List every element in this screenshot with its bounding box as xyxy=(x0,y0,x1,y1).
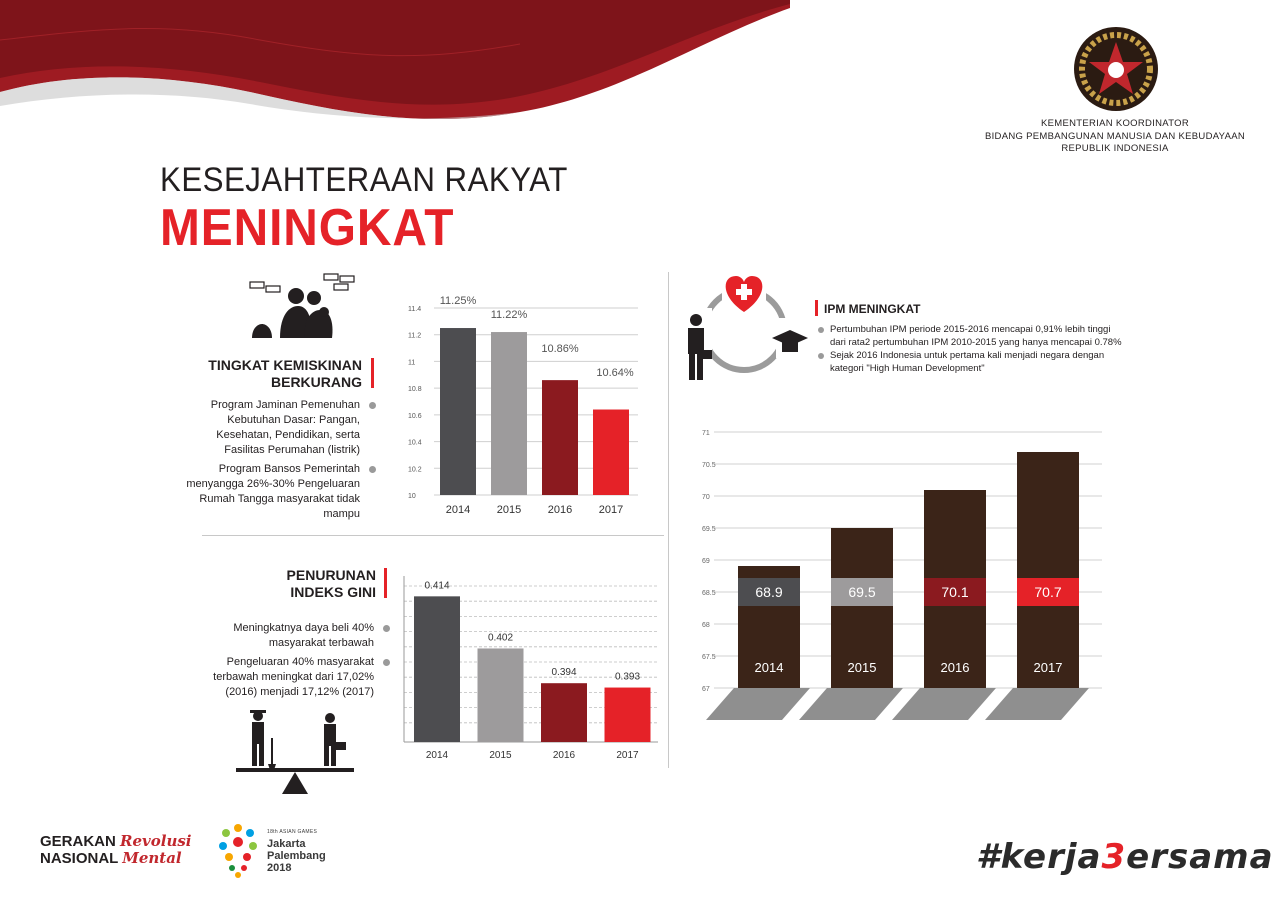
ipm-cycle-icon xyxy=(680,268,810,384)
x-tick-label: 2016 xyxy=(940,660,970,675)
x-tick-label: 2016 xyxy=(547,504,573,516)
y-tick-label: 11 xyxy=(408,359,416,367)
x-tick-label: 2017 xyxy=(616,750,639,761)
hashtag-part-3: ersama xyxy=(1126,837,1274,877)
data-label: 69.5 xyxy=(848,584,876,600)
ipm-title: IPM MENINGKAT xyxy=(824,302,921,316)
ipm-chart xyxy=(690,422,1110,724)
ministry-name xyxy=(960,118,1270,156)
data-label: 11.22% xyxy=(490,309,528,321)
ipm-bullet-1: Pertumbuhan IPM periode 2015-2016 mencapai 0,91% lebih tinggi dari rata2 pertumbuhan IPM 2010-2015 yang hanya mencapai 0.78% xyxy=(818,324,1128,349)
ministry-line-3: REPUBLIK INDONESIA xyxy=(1061,143,1169,154)
x-tick-label: 2017 xyxy=(598,504,624,516)
y-tick-label: 10.2 xyxy=(408,466,422,474)
section-divider-vertical xyxy=(668,272,669,768)
y-tick-label: 11.2 xyxy=(408,332,422,340)
bar-base-2014 xyxy=(706,688,810,720)
y-tick-label: 69.5 xyxy=(702,526,716,533)
poverty-title-line-2: BERKURANG xyxy=(271,374,362,390)
data-label: 70.7 xyxy=(1034,584,1062,600)
x-tick-label: 2014 xyxy=(445,504,471,516)
bar-2015 xyxy=(478,648,524,742)
poverty-title-line-1: TINGKAT KEMISKINAN xyxy=(208,357,362,373)
gerakan-word-3: NASIONAL xyxy=(40,850,119,867)
y-tick-label: 68 xyxy=(702,622,710,629)
bar-2016 xyxy=(542,380,578,495)
y-tick-label: 10 xyxy=(408,493,416,500)
x-tick-label: 2015 xyxy=(847,660,877,675)
ipm-title-accent xyxy=(815,300,818,316)
y-tick-label: 69 xyxy=(702,558,710,565)
data-label: 11.25% xyxy=(439,295,477,307)
x-tick-label: 2015 xyxy=(496,504,522,516)
gerakan-word-1: GERAKAN xyxy=(40,833,116,850)
bar-2014 xyxy=(440,328,476,495)
y-tick-label: 70 xyxy=(702,494,710,501)
data-label: 0.394 xyxy=(551,667,577,679)
bar-2016 xyxy=(541,683,587,742)
bar-2017 xyxy=(605,688,651,742)
poverty-title-accent xyxy=(371,358,374,388)
bar-base-2016 xyxy=(892,688,996,720)
poverty-rate-chart xyxy=(400,290,658,520)
bar-2015 xyxy=(491,332,527,495)
gini-title-line-2: INDEKS GINI xyxy=(290,584,376,600)
bar-2014 xyxy=(414,596,460,742)
data-label: 0.393 xyxy=(614,671,641,683)
asian-games-city-2: Palembang xyxy=(267,850,326,862)
gini-title-accent xyxy=(384,568,387,598)
bar-2017 xyxy=(1017,452,1079,688)
y-tick-label: 68.5 xyxy=(702,590,716,597)
data-label: 70.1 xyxy=(941,584,969,600)
y-tick-label: 11.4 xyxy=(408,306,422,313)
poverty-people-icon xyxy=(246,272,364,344)
x-tick-label: 2014 xyxy=(754,660,784,675)
data-label: 10.64% xyxy=(596,367,634,379)
ipm-bullet-2: Sejak 2016 Indonesia untuk pertama kali menjadi negara dengan kategori "High Human Development" xyxy=(818,350,1128,375)
x-tick-label: 2017 xyxy=(1033,660,1063,675)
hashtag-kerja-bersama xyxy=(976,837,1274,877)
poverty-bullet-1: Program Jaminan Pemenuhan Kebutuhan Dasar: Pangan, Kesehatan, Pendidikan, serta Fasilitas Perumahan (listrik) xyxy=(180,398,376,458)
data-label: 10.86% xyxy=(541,343,579,355)
gerakan-revolusi-mental-logo xyxy=(40,833,192,867)
x-tick-label: 2015 xyxy=(489,750,512,761)
y-tick-label: 10.4 xyxy=(408,439,422,447)
gini-title-line-1: PENURUNAN xyxy=(286,567,376,583)
y-tick-label: 67.5 xyxy=(702,654,716,661)
data-label: 68.9 xyxy=(755,584,783,600)
data-label: 0.414 xyxy=(424,580,450,592)
asian-games-emblem-icon xyxy=(215,820,261,878)
bar-2017 xyxy=(593,410,629,495)
balance-scale-icon xyxy=(236,706,354,796)
data-label: 0.402 xyxy=(487,632,514,644)
ministry-line-1: KEMENTERIAN KOORDINATOR xyxy=(1040,118,1189,129)
gini-index-chart xyxy=(396,568,662,764)
asian-games-city-1: Jakarta xyxy=(267,838,306,850)
asian-games-year: 2018 xyxy=(267,862,292,874)
ipm-bullets xyxy=(818,324,1128,376)
header-wave-decoration xyxy=(0,0,790,135)
hashtag-part-2: 3 xyxy=(1101,837,1127,877)
ministry-line-2: BIDANG PEMBANGUNAN MANUSIA DAN KEBUDAYAAN xyxy=(984,130,1246,142)
y-tick-label: 67 xyxy=(702,686,710,693)
y-tick-label: 70.5 xyxy=(702,462,716,469)
ministry-logo-icon xyxy=(1073,26,1159,112)
x-tick-label: 2014 xyxy=(425,750,449,761)
y-tick-label: 10.6 xyxy=(408,412,422,420)
hashtag-part-1: #kerja xyxy=(976,837,1102,877)
gini-bullet-1: Meningkatnya daya beli 40% masyarakat terbawah xyxy=(200,621,390,651)
bar-base-2017 xyxy=(985,688,1089,720)
y-tick-label: 71 xyxy=(702,430,710,437)
asian-games-text xyxy=(267,826,326,874)
page-title-line-2: MENINGKAT xyxy=(160,199,455,257)
x-tick-label: 2016 xyxy=(552,750,576,761)
page-title-line-1: KESEJAHTERAAN RAKYAT xyxy=(160,161,568,199)
y-tick-label: 10.8 xyxy=(408,386,422,394)
poverty-bullet-2: Program Bansos Pemerintah menyangga 26%-30% Pengeluaran Rumah Tangga masyarakat tidak mampu xyxy=(180,462,376,522)
gerakan-word-2: Revolusi xyxy=(120,832,192,850)
poverty-bullets xyxy=(180,398,376,526)
bar-base-2015 xyxy=(799,688,903,720)
gini-bullets xyxy=(200,621,390,704)
poverty-title xyxy=(180,357,362,391)
gerakan-word-4: Mental xyxy=(122,849,182,867)
gini-title xyxy=(200,567,376,601)
section-divider-horizontal xyxy=(202,535,664,536)
asian-games-caption: 18th ASIAN GAMES xyxy=(267,829,318,835)
gini-bullet-2: Pengeluaran 40% masyarakat terbawah meningkat dari 17,02% (2016) menjadi 17,12% (2017) xyxy=(200,655,390,700)
